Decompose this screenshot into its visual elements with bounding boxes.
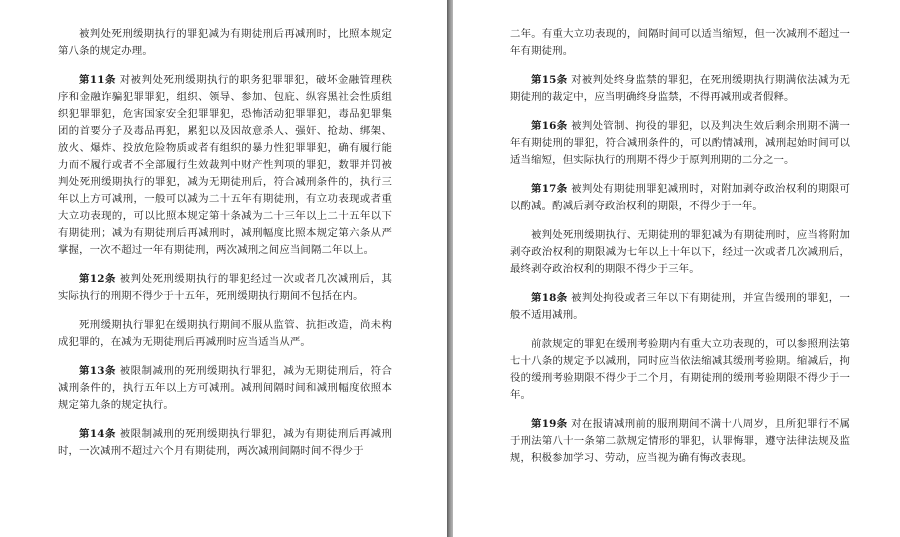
paragraph-text: 前款规定的罪犯在缓刑考验期内有重大立功表现的，可以参照刑法第七十八条的规定予以减刑，同时应当依法缩减其缓刑考验期。缩减后，拘役的缓刑考验期限不得少于二个月，有期徒刑的缓刑考验期限不得少于一年。 <box>510 338 850 401</box>
paragraph <box>58 271 392 305</box>
paragraph-text: 对在报请减刑前的服刑期间不满十八周岁，且所犯罪行不属于刑法第八十一条第二款规定情形的罪犯，认罪悔罪，遵守法律法规及监规，积极参加学习、劳动，应当视为确有悔改表现。 <box>510 418 851 464</box>
paragraph <box>58 426 392 460</box>
paragraph-text: 对被判处死刑缓期执行的职务犯罪罪犯，破坏金融管理秩序和金融诈骗犯罪罪犯，组织、领导、参加、包庇、纵容黑社会性质组织犯罪罪犯，危害国家安全犯罪罪犯，恐怖活动犯罪罪犯，毒品犯罪集团的首要分子及毒品再犯，累犯以及因故意杀人、强奸、抢劫、绑架、放火、爆炸、投放危险物质或者有组织的暴力性犯罪罪犯，确有履行能力而不履行或者不全部履行生效裁判中财产性判项的罪犯，数罪并罚被判处死刑缓期执行的罪犯，减为无期徒刑后，符合减刑条件的，执行三年以上方可减刑，一般可以减为二十五年有期徒刑，有立功表现或者重大立功表现的，可以比照本规定第十条减为二十三年以上二十五年以下有期徒刑；减为有期徒刑后再减刑时，减刑幅度比照本规定第六条从严掌握，一次不超过一年有期徒刑，两次减刑之间应当间隔二年以上。 <box>58 74 393 256</box>
paragraph-text: 被限制减刑的死刑缓期执行罪犯，减为有期徒刑后再减刑时，一次减刑不超过六个月有期徒刑，两次减刑间隔时间不得少于 <box>58 428 393 457</box>
paragraph <box>510 290 850 324</box>
paragraph-text: 被判处死刑缓期执行、无期徒刑的罪犯减为有期徒刑时，应当将附加剥夺政治权利的期限减为七年以上十年以下，经过一次或者几次减刑后，最终剥夺政治权利的期限不得少于三年。 <box>510 229 850 275</box>
paragraph <box>58 317 392 351</box>
paragraph-text: 被判处管制、拘役的罪犯，以及判决生效后剩余刑期不满一年有期徒刑的罪犯，符合减刑条件的，可以酌情减刑，减刑起始时间可以适当缩短，但实际执行的刑期不得少于原判刑期的二分之一。 <box>510 120 851 166</box>
paragraph <box>58 26 392 60</box>
paragraph-text: 被判处有期徒刑罪犯减刑时，对附加剥夺政治权利的期限可以酌减。酌减后剥夺政治权利的期限，不得少于一年。 <box>510 183 851 212</box>
paragraph <box>510 416 850 467</box>
paragraph-text: 二年。有重大立功表现的，间隔时间可以适当缩短，但一次减刑不超过一年有期徒刑。 <box>510 28 850 57</box>
article-number: 第12条 <box>79 273 116 285</box>
paragraph <box>58 72 392 259</box>
article-number: 第19条 <box>531 418 568 430</box>
article-number: 第16条 <box>531 120 568 132</box>
right-page <box>453 0 900 537</box>
article-number: 第18条 <box>531 292 568 304</box>
left-page <box>0 0 447 537</box>
paragraph-text: 被限制减刑的死刑缓期执行罪犯，减为无期徒刑后，符合减刑条件的，执行五年以上方可减刑。减刑间隔时间和减刑幅度依照本规定第九条的规定执行。 <box>58 365 393 411</box>
article-number: 第14条 <box>79 428 116 440</box>
paragraph-text: 被判处死刑缓期执行的罪犯减为有期徒刑后再减刑时，比照本规定第八条的规定办理。 <box>58 28 392 57</box>
article-number: 第15条 <box>531 74 568 86</box>
paragraph <box>510 336 850 404</box>
paragraph-text: 死刑缓期执行罪犯在缓期执行期间不服从监管、抗拒改造，尚未构成犯罪的，在减为无期徒刑后再减刑时应当适当从严。 <box>58 319 392 348</box>
article-number: 第13条 <box>79 365 116 377</box>
paragraph <box>510 26 850 60</box>
paragraph <box>510 118 850 169</box>
paragraph-text: 对被判处终身监禁的罪犯，在死刑缓期执行期满依法减为无期徒刑的裁定中，应当明确终身监禁，不得再减刑或者假释。 <box>510 74 851 103</box>
paragraph <box>510 72 850 106</box>
article-number: 第11条 <box>79 74 116 86</box>
paragraph <box>58 363 392 414</box>
paragraph <box>510 227 850 278</box>
article-number: 第17条 <box>531 183 568 195</box>
paragraph-text: 被判处死刑缓期执行的罪犯经过一次或者几次减刑后，其实际执行的刑期不得少于十五年，死刑缓期执行期间不包括在内。 <box>58 273 393 302</box>
paragraph-text: 被判处拘役或者三年以下有期徒刑，并宣告缓刑的罪犯，一般不适用减刑。 <box>510 292 851 321</box>
paragraph <box>510 181 850 215</box>
